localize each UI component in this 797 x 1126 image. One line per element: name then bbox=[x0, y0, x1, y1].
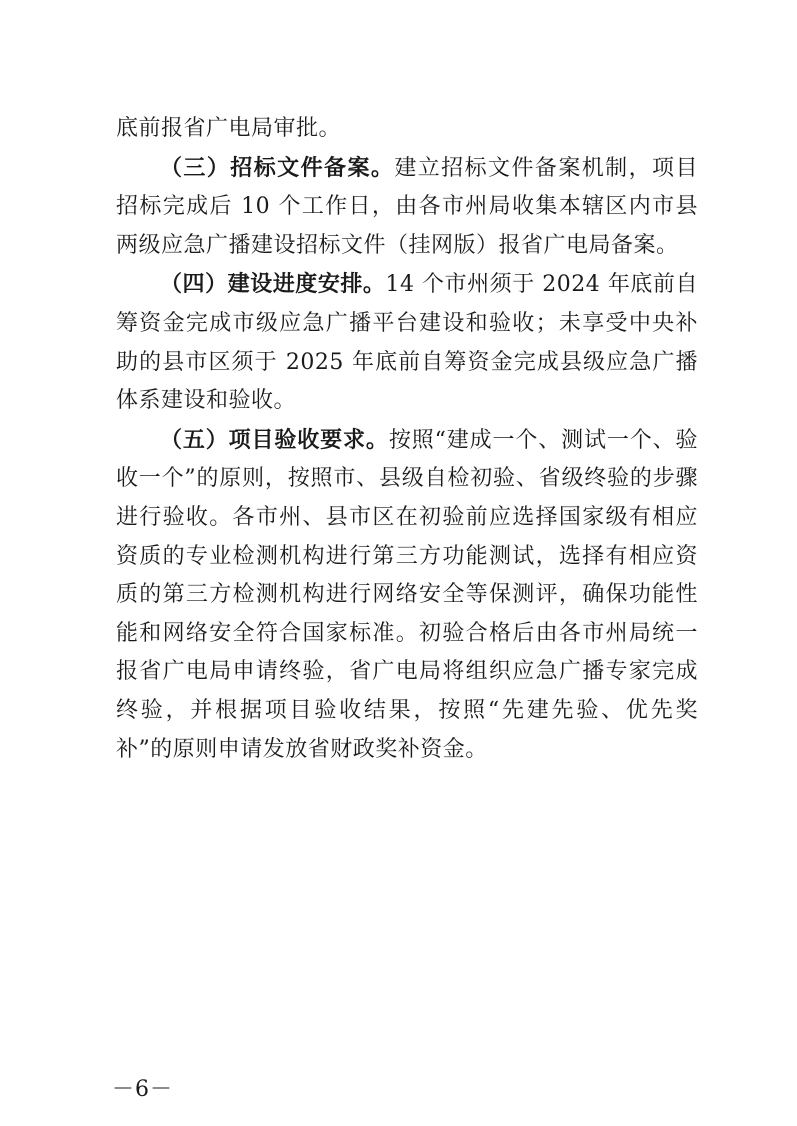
section-heading-acceptance: （五）项目验收要求。 bbox=[160, 426, 389, 453]
section-heading-schedule: （四）建设进度安排。 bbox=[160, 271, 386, 298]
paragraph-text: 底前报省广电局审批。 bbox=[116, 116, 342, 141]
page-number: －6－ bbox=[112, 1077, 173, 1102]
paragraph-schedule bbox=[116, 265, 698, 420]
paragraph-acceptance bbox=[116, 421, 698, 769]
paragraph-text: 按照“建成一个、测试一个、验收一个”的原则，按照市、县级自检初验、省级终验的步骤进行验收。各市州、县市区在初验前应选择国家级有相应资质的专业检测机构进行第三方功能测试，选择有相应资质的第三方检测机构进行网络安全等保测评，确保功能性能和网络安全符合国家标准。初验合格后由各市州局统一报省广电局申请终验，省广电局将组织应急广播专家完成终验，并根据项目验收结果，按照“先建先验、优先奖补”的原则申请发放省财政奖补资金。 bbox=[116, 427, 698, 762]
paragraph-continuation bbox=[116, 110, 698, 149]
section-heading-tender-filing: （三）招标文件备案。 bbox=[160, 154, 395, 181]
paragraph-text: 14 个市州须于 2024 年底前自筹资金完成市级应急广播平台建设和验收；未享受中央补助的县市区须于 2025 年底前自筹资金完成县级应急广播体系建设和验收。 bbox=[116, 272, 698, 414]
paragraph-text: 建立招标文件备案机制，项目招标完成后 10 个工作日，由各市州局收集本辖区内市县两级应急广播建设招标文件（挂网版）报省广电局备案。 bbox=[116, 155, 698, 258]
document-body bbox=[116, 110, 698, 769]
paragraph-tender-filing bbox=[116, 149, 698, 266]
